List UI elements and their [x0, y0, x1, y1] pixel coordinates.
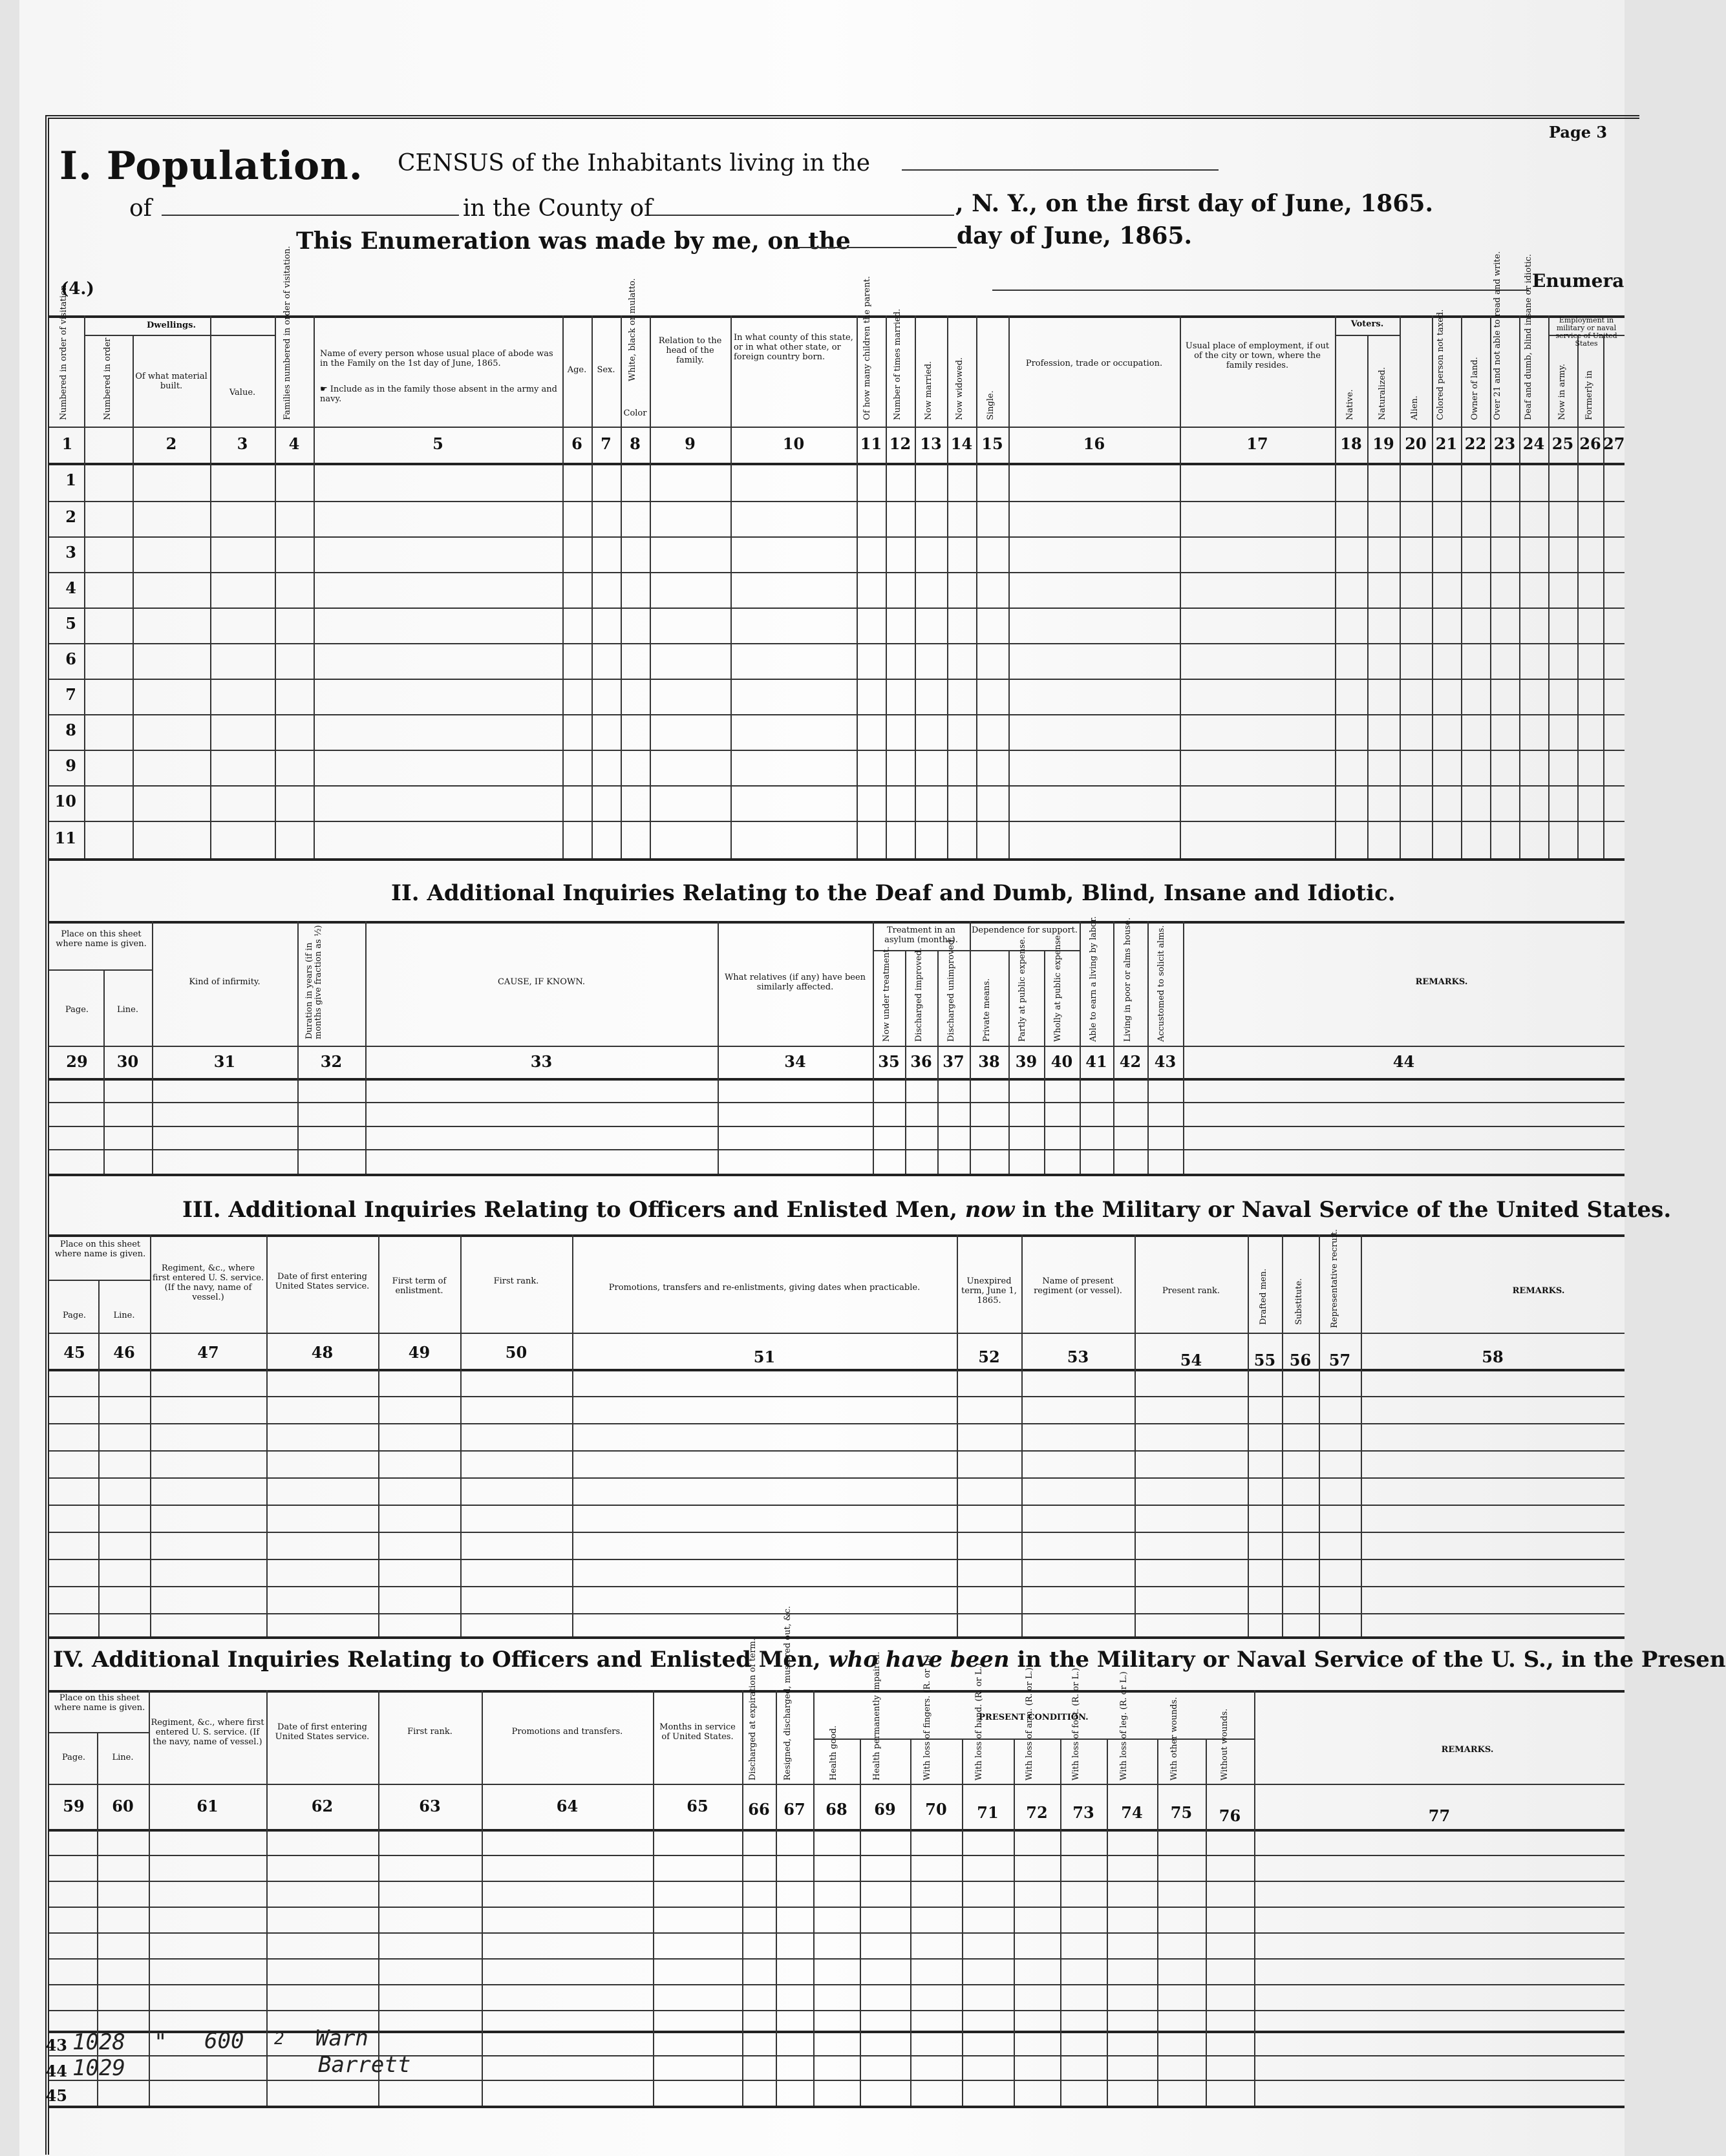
col4-header: Families numbered in order of visitation.: [282, 246, 292, 420]
s4-health-good-header: Health good.: [829, 1725, 838, 1781]
s2-living-header: Living in poor or alms house.: [1123, 917, 1133, 1042]
section2-title: II. Additional Inquiries Relating to the Deaf and Dumb, Blind, Insane and Idiotic.: [391, 880, 1396, 906]
row43-family: 2: [274, 2029, 284, 2049]
enumeration-line: This Enumeration was made by me, on the: [296, 227, 851, 255]
col12-header: Number of times married.: [893, 308, 902, 420]
s3-present-rank-header: Present rank.: [1162, 1286, 1220, 1296]
row44-name: Barrett: [318, 2052, 411, 2078]
s2-now-under-header: Now under treatment.: [882, 946, 891, 1042]
col1-header: Numbered in order of visitation.: [59, 282, 69, 420]
col23-header: Over 21 and not able to read and write.: [1493, 251, 1502, 420]
enumeration-date: day of June, 1865.: [957, 222, 1193, 249]
s3-regiment-header: Regiment, &c., where first entered U. S. service. (If the navy, name of vessel.): [152, 1263, 264, 1302]
s4-arm-header: With loss of arm. (R. or L.): [1025, 1667, 1034, 1781]
s4-present-condition-header: PRESENT CONDITION.: [979, 1713, 1089, 1722]
s4-without-wounds-header: Without wounds.: [1220, 1708, 1230, 1781]
row-number: 3: [65, 543, 76, 562]
row44-dwelling: 1029: [72, 2055, 125, 2081]
s2-disch-unimproved-header: Discharged unimproved.: [946, 936, 956, 1042]
row-number: 11: [54, 829, 76, 847]
s4-discharged-header: Discharged at expiration of term.: [748, 1638, 758, 1781]
col5-header: Name of every person whose usual place of abode was in the Family on the 1st day of June, 1865.: [320, 349, 553, 368]
s2-kind-header: Kind of infirmity.: [189, 977, 261, 987]
row-number: 44: [45, 2062, 67, 2080]
col21-header: Colored person not taxed.: [1436, 309, 1445, 420]
s3-first-rank-header: First rank.: [493, 1276, 539, 1286]
col25-header: Employment in military or naval service of United States: [1555, 316, 1617, 348]
col7-header: Sex.: [597, 365, 615, 375]
s4-hand-header: With loss of hand. (R. or L.): [974, 1663, 984, 1781]
s2-wholly-header: Wholly at public expense.: [1053, 932, 1063, 1042]
s4-page-header: Page.: [61, 1753, 86, 1762]
town-name-blank[interactable]: [162, 215, 459, 216]
s2-cause-header: CAUSE, IF KNOWN.: [497, 977, 586, 987]
row-number: 6: [65, 650, 76, 668]
s2-accustomed-header: Accustomed to solicit alms.: [1156, 925, 1166, 1042]
col5-note: ☛ Include as in the family those absent in the army and navy.: [320, 385, 557, 404]
col8-color: Color: [623, 408, 647, 418]
s3-representative-header: Representative recruit.: [1330, 1229, 1339, 1328]
s4-fingers-header: With loss of fingers. (R. or L.): [922, 1654, 932, 1781]
row43-dwelling: 1028: [72, 2029, 125, 2055]
col10-header: In what county of this state, or in what other state, or foreign country born.: [734, 333, 853, 362]
page-label: Page 3: [1549, 123, 1608, 142]
s2-partly-header: Partly at public expense.: [1017, 936, 1027, 1042]
ny-line: , N. Y., on the first day of June, 1865.: [955, 190, 1433, 217]
col8-header: White, black or mulatto.: [628, 278, 637, 381]
s4-months-header: Months in service of United States.: [659, 1722, 736, 1742]
of-label: of: [129, 195, 152, 222]
s3-remarks-header: REMARKS.: [1512, 1286, 1565, 1296]
row-number: 8: [65, 721, 76, 739]
enumerator-blank[interactable]: [992, 290, 1529, 291]
enumerator-label: Enumera: [1532, 270, 1625, 291]
s2-line-header: Line.: [117, 1005, 138, 1015]
col15-header: Single.: [986, 390, 996, 420]
row43-name: Warn: [315, 2025, 368, 2051]
s2-disch-improved-header: Discharged improved.: [914, 947, 924, 1042]
col17-header: Usual place of employment, if out of the city or town, where the family resides.: [1185, 341, 1330, 370]
s2-private-header: Private means.: [982, 978, 992, 1042]
col3-header: Value.: [229, 388, 256, 397]
s4-resigned-header: Resigned, discharged, mustered out, &c.: [783, 1606, 793, 1781]
col18-header: Native.: [1345, 389, 1355, 420]
s2-duration-header: Duration in years (if in months give fraction as ½): [304, 925, 323, 1039]
col9-header: Relation to the head of the family.: [658, 336, 722, 365]
form-number: (4.): [61, 279, 94, 299]
s4-promotions-header: Promotions and transfers.: [511, 1727, 623, 1737]
s4-first-rank-header: First rank.: [407, 1727, 453, 1737]
col20-header: Alien.: [1410, 396, 1420, 420]
voters-header: Voters.: [1350, 319, 1384, 329]
s4-health-impaired-header: Health permanently impaired.: [872, 1651, 882, 1781]
county-label: in the County of: [463, 195, 653, 222]
row-number: 1: [65, 470, 76, 489]
s2-remarks-header: REMARKS.: [1415, 977, 1468, 987]
s2-treatment-header: Treatment in an asylum (months).: [884, 925, 958, 945]
s2-able-header: Able to earn a living by labor.: [1089, 916, 1098, 1042]
s3-page-header: Page.: [62, 1311, 87, 1320]
row-number: 5: [65, 614, 76, 633]
row-number: 45: [45, 2086, 67, 2105]
s3-first-term-header: First term of enlistment.: [392, 1276, 447, 1296]
col25a-header: Now in army.: [1557, 363, 1567, 420]
s2-page-header: Page.: [65, 1005, 89, 1015]
col26-header: Formerly in: [1584, 370, 1594, 420]
s4-date-header: Date of first entering United States service.: [275, 1722, 370, 1742]
col2-header-a: Numbered in order: [103, 337, 112, 420]
town-blank[interactable]: [902, 169, 1219, 171]
col16-header: Profession, trade or occupation.: [1025, 359, 1163, 368]
s4-other-wounds-header: With other wounds.: [1169, 1696, 1179, 1781]
row43-value: 600: [204, 2028, 244, 2054]
row-number: 7: [65, 685, 76, 704]
col14-header: Now widowed.: [955, 357, 964, 420]
population-title: I. Population.: [59, 143, 363, 189]
s3-date-header: Date of first entering United States service.: [275, 1272, 370, 1291]
section4-title: IV. Additional Inquiries Relating to Officers and Enlisted Men, who have been in the Military or Naval Service of the U. S., in the Presen: [53, 1647, 1726, 1673]
s4-regiment-header: Regiment, &c., where first entered U. S. service. (If the navy, name of vessel.): [151, 1718, 264, 1747]
col2-header: Of what material built.: [135, 372, 208, 391]
s3-present-regiment-header: Name of present regiment (or vessel).: [1034, 1276, 1122, 1296]
s4-remarks-header: REMARKS.: [1441, 1745, 1494, 1755]
col22-header: Owner of land.: [1470, 357, 1480, 420]
s4-foot-header: With loss of foot. (R. or L.): [1071, 1667, 1081, 1781]
census-line: CENSUS of the Inhabitants living in the: [398, 150, 871, 176]
row-number: 43: [45, 2036, 67, 2055]
s2-dependence-header: Dependence for support.: [971, 925, 1078, 935]
s3-place-header: Place on this sheet where name is given.: [54, 1240, 146, 1259]
dwellings-header: Dwellings.: [147, 321, 196, 330]
section3-title: III. Additional Inquiries Relating to Officers and Enlisted Men, now in the Military or Naval Service of the United States.: [182, 1197, 1672, 1223]
s3-drafted-header: Drafted men.: [1259, 1268, 1268, 1325]
s3-unexpired-header: Unexpired term, June 1, 1865.: [961, 1276, 1017, 1305]
row-number: 10: [54, 792, 76, 810]
row-number: 4: [65, 578, 76, 597]
s4-line-header: Line.: [112, 1753, 134, 1762]
s4-place-header: Place on this sheet where name is given.: [54, 1693, 145, 1713]
col13-header: Now married.: [924, 361, 933, 420]
col19-header: Naturalized.: [1378, 367, 1387, 420]
s2-place-header: Place on this sheet where name is given.: [56, 929, 147, 949]
s3-substitute-header: Substitute.: [1294, 1278, 1304, 1325]
s3-promotions-header: Promotions, transfers and re-enlistments, giving dates when practicable.: [608, 1283, 921, 1293]
s4-leg-header: With loss of leg. (R. or L.): [1119, 1671, 1129, 1781]
row43-material: ": [154, 2029, 167, 2055]
s2-relatives-header: What relatives (if any) have been similarly affected.: [724, 973, 866, 992]
s3-line-header: Line.: [113, 1311, 135, 1320]
enum-day-blank[interactable]: [795, 247, 957, 248]
row-number: 9: [65, 756, 76, 775]
row-number: 2: [65, 507, 76, 526]
county-blank[interactable]: [650, 215, 954, 216]
col6-header: Age.: [567, 365, 587, 375]
col11-header: Of how many children the parent.: [862, 276, 872, 420]
col24-header: Deaf and dumb, blind insane or idiotic.: [1524, 253, 1533, 420]
